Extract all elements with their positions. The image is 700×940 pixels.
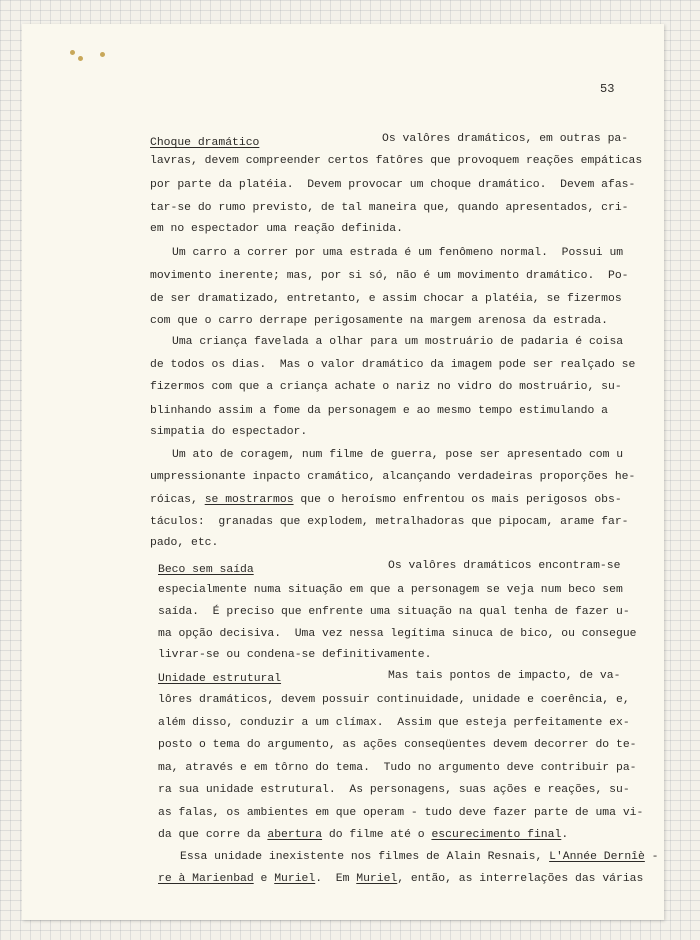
text-line xyxy=(150,493,622,507)
section-heading: Choque dramático xyxy=(150,137,260,149)
page-number: 53 xyxy=(600,82,615,96)
text-span: da que corre da xyxy=(158,829,268,841)
text-line: Um carro a correr por uma estrada é um fenômeno normal. Possui um xyxy=(172,247,624,259)
text-line: ra sua unidade estrutural. As personagens, suas ações e reações, su- xyxy=(158,784,630,796)
text-line: posto o tema do argumento, as ações conseqüentes devem decorrer do te- xyxy=(158,739,637,751)
text-line: Uma criança favelada a olhar para um mostruário de padaria é coisa xyxy=(172,336,624,348)
film-title: Muriel xyxy=(356,873,398,885)
text-span: e xyxy=(253,873,275,885)
text-line: lôres dramáticos, devem possuir continuidade, unidade e coerência, e, xyxy=(158,694,630,706)
underlined-text: escurecimento final xyxy=(431,829,562,841)
underlined-text: se mostrarmos xyxy=(204,494,294,506)
text-line: livrar-se ou condena-se definitivamente. xyxy=(158,649,432,661)
text-line: movimento inerente; mas, por si só, não é um movimento dramático. Po- xyxy=(150,270,629,282)
text-line xyxy=(180,850,659,864)
text-line: blinhando assim a fome da personagem e ao mesmo tempo estimulando a xyxy=(150,405,608,417)
text-span: . Em xyxy=(315,873,357,885)
typewritten-page xyxy=(22,24,664,920)
film-title: Muriel xyxy=(274,873,316,885)
text-line: Os valôres dramáticos encontram-se xyxy=(388,560,621,572)
text-line: tar-se do rumo previsto, de tal maneira que, quando apresentados, cri- xyxy=(150,202,629,214)
film-title: re à Marienbad xyxy=(158,873,254,885)
text-span: que o heroísmo enfrentou os mais perigosos obs- xyxy=(293,494,622,506)
text-line xyxy=(158,872,643,886)
text-span: do filme até o xyxy=(322,829,432,841)
text-span: , então, as interrelações das várias xyxy=(397,873,644,885)
text-line: pado, etc. xyxy=(150,537,219,549)
text-line: por parte da platéia. Devem provocar um choque dramático. Devem afas- xyxy=(150,179,636,191)
text-line: táculos: granadas que explodem, metralhadoras que pipocam, arame far- xyxy=(150,516,629,528)
text-line: ma, através e em tôrno do tema. Tudo no argumento deve contribuir pa- xyxy=(158,762,637,774)
text-line xyxy=(158,828,568,842)
text-line: de todos os dias. Mas o valor dramático da imagem pode ser realçado se xyxy=(150,359,636,371)
text-line: Um ato de coragem, num filme de guerra, pose ser apresentado com u xyxy=(172,449,624,461)
text-line: com que o carro derrape perigosamente na margem arenosa da estrada. xyxy=(150,315,608,327)
text-line: saída. É preciso que enfrente uma situação na qual tenha de fazer u- xyxy=(158,606,630,618)
text-line: fizermos com que a criança achate o nariz no vidro do mostruário, su- xyxy=(150,381,622,393)
text-span: - xyxy=(644,851,659,863)
text-line: em no espectador uma reação definida. xyxy=(150,223,403,235)
text-line: ma opção decisiva. Uma vez nessa legítima sinuca de bico, ou consegue xyxy=(158,628,637,640)
paper-sheet xyxy=(22,24,664,920)
text-span: Essa unidade inexistente nos filmes de Alain Resnais, xyxy=(180,851,550,863)
text-line: simpatia do espectador. xyxy=(150,426,308,438)
text-span: . xyxy=(561,829,569,841)
text-line: Mas tais pontos de impacto, de va- xyxy=(388,670,621,682)
film-title: L'Année Dernîè xyxy=(549,851,645,863)
underlined-text: abertura xyxy=(267,829,323,841)
text-line: além disso, conduzir a um clímax. Assim que esteja perfeitamente ex- xyxy=(158,717,630,729)
text-line: especialmente numa situação em que a personagem se veja num beco sem xyxy=(158,584,623,596)
section-heading: Unidade estrutural xyxy=(158,673,282,685)
text-line: as falas, os ambientes em que operam - tudo deve fazer parte de uma vi- xyxy=(158,807,644,819)
text-line: lavras, devem compreender certos fatôres que provoquem reações empáticas xyxy=(150,155,643,167)
text-span: róicas, xyxy=(150,494,205,506)
text-line: Os valôres dramáticos, em outras pa- xyxy=(382,133,629,145)
text-line: umpressionante inpacto cramático, alcançando verdadeiras proporções he- xyxy=(150,471,636,483)
text-line: de ser dramatizado, entretanto, e assim chocar a platéia, se fizermos xyxy=(150,293,622,305)
section-heading: Beco sem saída xyxy=(158,564,254,576)
